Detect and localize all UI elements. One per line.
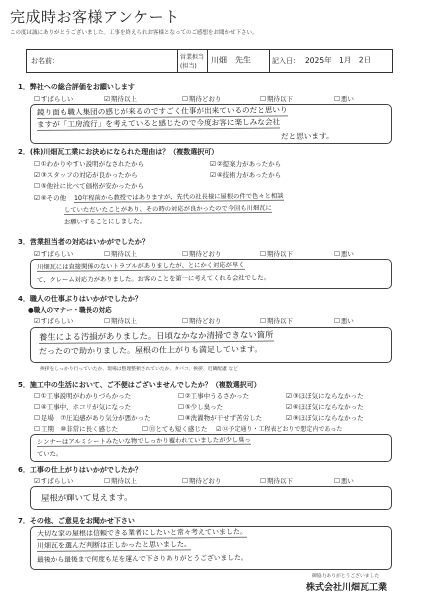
- page-title: 完成時お客様アンケート: [10, 8, 180, 26]
- q3-answer-box[interactable]: [30, 259, 392, 289]
- q5-option-2[interactable]: ☐ ②工事中うるさかった: [178, 391, 249, 400]
- date-cell: [269, 50, 392, 72]
- q7-question: 7．その他、ご意見をお聞かせ下さい: [18, 517, 135, 525]
- q2-option-5[interactable]: ☐ ⑤他社に比べて価格が安かったから: [34, 181, 144, 190]
- q1-answer-line-2: ますが「工房流行」を考えていると感じたので今度お客に楽しみな会社: [36, 117, 281, 129]
- q5-option-10[interactable]: ☐ 工期 ⑩非常に長く感じた: [34, 424, 118, 433]
- q3-option-4[interactable]: ☐ 期待以下: [260, 249, 293, 258]
- staff-label: 営業担当: [180, 54, 205, 61]
- q2-option-1[interactable]: ☐ ①わかりやすい説明がなされたから: [34, 159, 144, 168]
- q6-answer-box[interactable]: [30, 486, 392, 510]
- name-label: お名前：: [31, 57, 59, 65]
- q1-answer-line-3: だと思います。: [280, 131, 334, 141]
- staff-label-2: (担当): [180, 63, 197, 70]
- footer-thanks: 御協力ありがとうございました: [312, 574, 380, 579]
- info-row: [26, 49, 393, 73]
- q1-question: 1．弊社への総合評価をお願いします: [18, 83, 135, 91]
- q5-option-9[interactable]: ☑ ⑨ほぼ気にならなかった: [286, 413, 364, 422]
- page-subtitle: この度は誠にありがとうございました。工事を終えられお客様となってのご感想をお聞かせ下さい。: [10, 30, 258, 36]
- q4-question: 4．職人の仕事ぶりはいかがでしたか？: [18, 295, 142, 303]
- q4-option-5[interactable]: ☐ 悪い: [334, 316, 354, 325]
- q4-hint: 挨拶をしっかり行っていたか、現場は整理整頓されていたか、タバコ、挨拶、近隣配慮 など: [40, 367, 238, 372]
- q2-option-4[interactable]: ☑ ④技術力があったから: [210, 170, 281, 179]
- q4-option-4[interactable]: ☐ 期待以下: [260, 316, 293, 325]
- date-value: 2025年 1月 2日: [304, 55, 372, 65]
- q2-option-6[interactable]: ☑ ⑥その他: [34, 193, 66, 202]
- q4-option-1[interactable]: ☑ すばらしい: [34, 316, 73, 325]
- q1-option-1[interactable]: ☐ すばらしい: [34, 94, 73, 103]
- q6-option-5[interactable]: ☐ 悪い: [334, 476, 354, 485]
- q3-answer-line-1: 川畑瓦には直接関係のないトラブルがありましたが、とにかく対応が早く: [36, 261, 245, 271]
- q2-answer-area[interactable]: [63, 191, 394, 231]
- q5-option-8[interactable]: ☐ ⑧洗濯物が干せず苦労した: [178, 413, 262, 422]
- q5-question: 5．施工中の生活において、ご不便はございませんでしたか？（複数選択可）: [18, 381, 261, 389]
- q4-answer-line-1: 養生による汚損がありました。日頃なかなか清掃できない箇所: [38, 329, 274, 342]
- q4-sub-heading: ●職人のマナー・職長の対応: [28, 306, 112, 314]
- q5-option-1[interactable]: ☐ ①工事説明がわかりづらかった: [34, 391, 131, 400]
- date-label: 記入日：: [272, 57, 300, 65]
- q3-answer-line-2: て、クレーム対応力がありました。お客のことを第一に考えてくれる会社でした。: [36, 274, 270, 284]
- q6-question: 6．工事の仕上がりはいかがでしたか？: [18, 466, 142, 474]
- q7-answer-line-2: 川畑瓦を選んだ判断は正しかったと思いました。: [36, 540, 192, 550]
- q3-option-1[interactable]: ☑ すばらしい: [34, 249, 73, 258]
- staff-value-cell: [207, 50, 270, 72]
- q4-answer-line-2: だったので助かりました。屋根の仕上がりも満足しています。: [38, 344, 263, 356]
- q6-option-2[interactable]: ☐ 期待以上: [104, 476, 137, 485]
- staff-value: 川畑 先生: [210, 55, 252, 65]
- q6-option-4[interactable]: ☐ 期待以下: [260, 476, 293, 485]
- q3-question: 3．営業担当者の対応はいかがでしたか？: [18, 238, 149, 246]
- q2-answer-line-1: 10年程前から教授ではありますが、先代の社長様に屋根の件で色々と相談: [73, 192, 284, 202]
- q5-option-6[interactable]: ☑ ⑥ほぼ気にならなかった: [286, 402, 364, 411]
- q5-option-12[interactable]: ☑ ⑫予定通り・工程表どおりで想定内であった: [216, 424, 342, 433]
- q4-option-2[interactable]: ☐ 期待以上: [104, 316, 137, 325]
- q2-option-3[interactable]: ☑ ③スタッフの対応が良かったから: [34, 170, 138, 179]
- q3-option-2[interactable]: ☐ 期待以上: [104, 249, 137, 258]
- q5-option-3[interactable]: ☑ ③ほぼ気にならなかった: [286, 391, 364, 400]
- q5-answer-box[interactable]: [30, 434, 392, 462]
- q2-option-2[interactable]: ☑ ②提案力があったから: [210, 159, 281, 168]
- company-name: 株式会社川畑瓦工業: [306, 583, 388, 593]
- q5-option-7[interactable]: ☐ 足場 ⑦圧迫感があり気分が悪かった: [34, 413, 151, 422]
- q5-option-4[interactable]: ☐ ④工事中、ホコリが気になった: [34, 402, 131, 411]
- q2-answer-line-3: お願いすることにしました。: [63, 218, 146, 226]
- q6-option-3[interactable]: ☐ 期待どおり: [182, 476, 221, 485]
- q7-answer-box[interactable]: [30, 526, 392, 570]
- staff-label-cell: [177, 50, 208, 72]
- q1-option-2[interactable]: ☑ 期待以上: [104, 94, 137, 103]
- name-cell: [27, 50, 178, 72]
- q5-option-5[interactable]: ☐ ⑤少し臭った: [178, 402, 223, 411]
- q3-option-5[interactable]: ☐ 悪い: [334, 249, 354, 258]
- q7-answer-line-3: 最後から最後まで何度も足を運んで下さりありがとうございました。: [36, 553, 248, 564]
- q5-answer-line-1: シンナーはアルミシートみたいな物でしっかり覆われていましたが少し臭っ: [36, 436, 251, 446]
- q5-answer-line-2: ていた。: [36, 450, 63, 458]
- q2-question: 2．(株)川畑瓦工業にお決めになられた理由は？（複数選択可）: [18, 148, 219, 156]
- q6-option-1[interactable]: ☑ すばらしい: [34, 476, 73, 485]
- q1-option-4[interactable]: ☐ 期待以下: [260, 94, 293, 103]
- q2-answer-line-2: していただいたことがあり、その時の対応が良かったので今回も川畑瓦に: [63, 204, 272, 214]
- q7-answer-line-1: 大切な家の屋根は信頼できる業者にしたいと常々考えていました。: [36, 527, 248, 538]
- q4-answer-box[interactable]: [30, 327, 392, 363]
- q3-option-3[interactable]: ☐ 期待どおり: [182, 249, 221, 258]
- q4-option-3[interactable]: ☐ 期待どおり: [182, 316, 221, 325]
- q1-answer-line-1: 鏡り面も職人集団の感じが来るのですごく仕事が出来ているのだと思いり: [36, 105, 288, 117]
- q6-answer-line-1: 屋根が輝いて見えます。: [40, 492, 133, 503]
- q5-option-11[interactable]: ☐ ⑪とても短く感じた: [142, 424, 207, 433]
- q1-option-5[interactable]: ☐ 悪い: [334, 94, 354, 103]
- q1-answer-box[interactable]: [30, 104, 392, 144]
- q1-option-3[interactable]: ☐ 期待どおり: [182, 94, 221, 103]
